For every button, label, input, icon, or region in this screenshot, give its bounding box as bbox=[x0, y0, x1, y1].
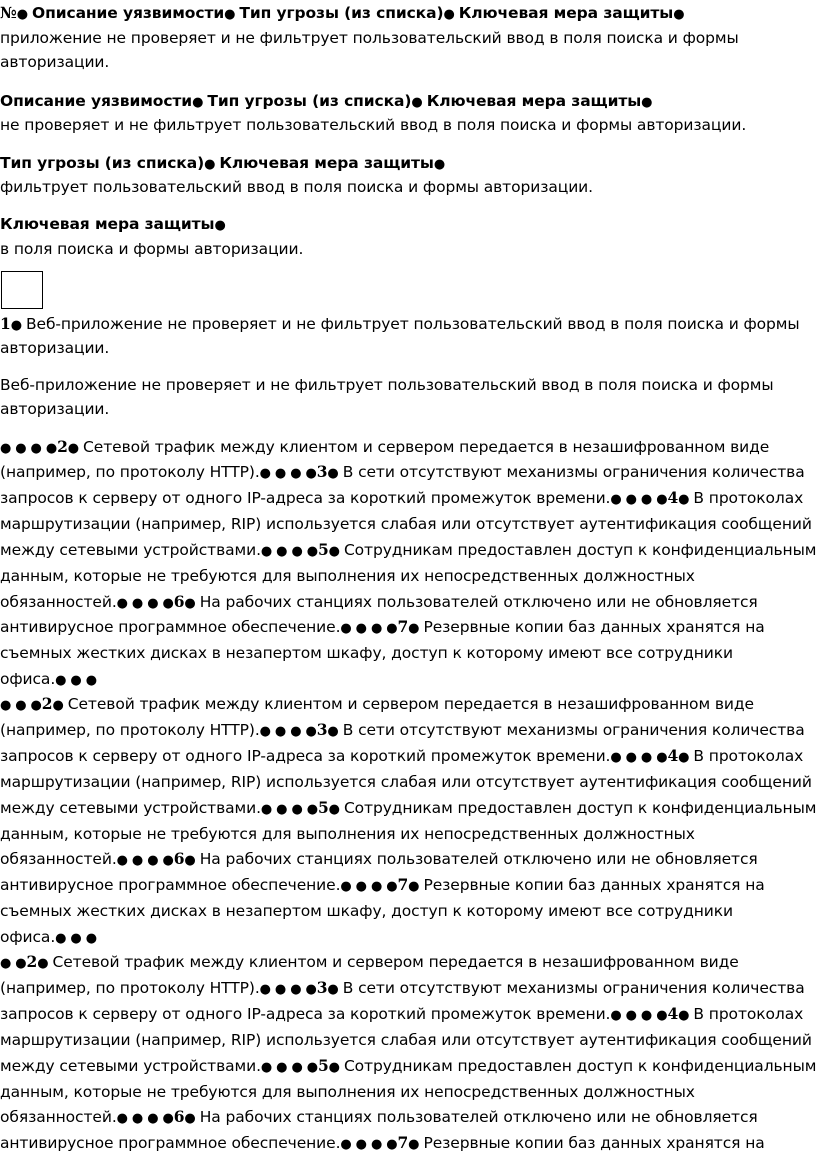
body-text: обязанностей. bbox=[0, 593, 117, 611]
body-text: между сетевыми устройствами. bbox=[0, 1057, 261, 1075]
body-text: авторизации. bbox=[0, 400, 110, 418]
bullet-dots: ● bbox=[204, 157, 220, 172]
text-line bbox=[0, 952, 739, 974]
bullet-dots: ● bbox=[328, 802, 344, 817]
body-text: На рабочих станциях пользователей отключено или не обновляется bbox=[199, 593, 758, 611]
body-text: Веб-приложение не проверяет и не фильтрует пользовательский ввод в поля поиска и формы bbox=[25, 315, 800, 333]
text-line bbox=[0, 798, 816, 820]
bullet-dots: ● ● bbox=[0, 956, 27, 971]
item-number: 2 bbox=[41, 694, 53, 713]
text-line bbox=[0, 669, 97, 691]
body-text: Резервные копии баз данных хранятся на bbox=[423, 1134, 765, 1152]
text-line bbox=[0, 849, 758, 871]
bullet-dots: ● bbox=[408, 621, 424, 636]
body-text: данным, которые не требуются для выполнения их непосредственных должностных bbox=[0, 1083, 695, 1101]
item-number: 5 bbox=[317, 540, 329, 559]
body-text: В сети отсутствуют механизмы ограничения количества bbox=[342, 979, 805, 997]
text-line bbox=[0, 566, 695, 586]
body-text: авторизации. bbox=[0, 53, 110, 71]
body-text: между сетевыми устройствами. bbox=[0, 799, 261, 817]
heading-text: Описание уязвимости bbox=[0, 92, 193, 110]
body-text: В сети отсутствуют механизмы ограничения количества bbox=[342, 721, 805, 739]
text-line bbox=[0, 1004, 803, 1026]
bullet-dots: ● bbox=[678, 492, 694, 507]
body-text: приложение не проверяет и не фильтрует пользовательский ввод в поля поиска и формы bbox=[0, 29, 739, 47]
text-line bbox=[0, 540, 816, 562]
body-text: съемных жестких дисках в незапертом шкафу, доступ к которому имеют все сотрудники bbox=[0, 902, 733, 920]
body-text: антивирусное программное обеспечение. bbox=[0, 876, 341, 894]
text-line bbox=[0, 1030, 812, 1050]
text-line bbox=[0, 314, 800, 336]
item-number: № bbox=[0, 3, 17, 22]
bullet-dots: ● bbox=[443, 7, 459, 22]
body-text: (например, по протоколу HTTP). bbox=[0, 721, 260, 739]
body-text: Резервные копии баз данных хранятся на bbox=[423, 618, 765, 636]
bullet-dots: ● ● ● ● bbox=[259, 724, 317, 739]
text-line bbox=[0, 115, 746, 135]
text-line bbox=[0, 1082, 695, 1102]
bullet-dots: ● ● ● bbox=[55, 673, 97, 688]
bullet-dots: ● bbox=[328, 1060, 344, 1075]
heading-text: Ключевая мера защиты bbox=[0, 215, 215, 233]
heading-text: Ключевая мера защиты bbox=[458, 4, 674, 22]
text-line bbox=[0, 239, 303, 259]
body-text: (например, по протоколу HTTP). bbox=[0, 463, 260, 481]
item-number: 4 bbox=[667, 488, 679, 507]
bullet-dots: ● ● ● ● bbox=[116, 596, 174, 611]
body-text: Веб-приложение не проверяет и не фильтрует пользовательский ввод в поля поиска и формы bbox=[0, 376, 774, 394]
bullet-dots: ● ● ● ● bbox=[610, 1008, 668, 1023]
text-line bbox=[0, 720, 805, 742]
text-line bbox=[0, 153, 445, 175]
item-number: 1 bbox=[0, 314, 11, 333]
bullet-dots: ● bbox=[678, 750, 694, 765]
item-number: 7 bbox=[397, 1133, 409, 1152]
text-line bbox=[0, 514, 812, 534]
body-text: маршрутизации (например, RIP) используется слабая или отсутствует аутентификация сообщений bbox=[0, 773, 812, 791]
item-number: 4 bbox=[667, 746, 679, 765]
heading-text: Тип угрозы (из списка) bbox=[239, 4, 444, 22]
item-number: 6 bbox=[173, 1107, 185, 1126]
bullet-dots: ● bbox=[184, 853, 200, 868]
item-number: 7 bbox=[397, 617, 409, 636]
text-line bbox=[0, 462, 805, 484]
item-number: 4 bbox=[667, 1004, 679, 1023]
text-line bbox=[0, 978, 805, 1000]
text-line bbox=[0, 437, 769, 459]
body-text: данным, которые не требуются для выполнения их непосредственных должностных bbox=[0, 825, 695, 843]
body-text: офиса. bbox=[0, 928, 56, 946]
body-text: В протоколах bbox=[693, 747, 804, 765]
text-line bbox=[0, 28, 739, 48]
bullet-dots: ● ● ● ● bbox=[260, 544, 318, 559]
heading-text: Ключевая мера защиты bbox=[426, 92, 642, 110]
bullet-dots: ● ● ● bbox=[0, 698, 42, 713]
text-line bbox=[0, 643, 733, 663]
item-number: 3 bbox=[316, 978, 328, 997]
text-line bbox=[0, 592, 758, 614]
bullet-dots: ● bbox=[433, 157, 446, 172]
bullet-dots: ● bbox=[16, 7, 33, 22]
bullet-dots: ● bbox=[184, 596, 200, 611]
bullet-dots: ● ● ● ● bbox=[610, 750, 668, 765]
text-line bbox=[0, 177, 593, 197]
bullet-dots: ● ● ● ● bbox=[340, 879, 398, 894]
bullet-dots: ● bbox=[214, 218, 226, 233]
text-line bbox=[0, 746, 803, 768]
bullet-dots: ● ● ● ● bbox=[260, 802, 318, 817]
body-text: авторизации. bbox=[0, 339, 110, 357]
bullet-dots: ● bbox=[408, 1137, 424, 1152]
body-text: Сотрудникам предоставлен доступ к конфиденциальным bbox=[343, 541, 816, 559]
item-number: 5 bbox=[317, 798, 329, 817]
text-line bbox=[0, 375, 774, 395]
bullet-dots: ● bbox=[184, 1111, 200, 1126]
bullet-dots: ● bbox=[678, 1008, 694, 1023]
text-line bbox=[0, 927, 97, 949]
text-line bbox=[0, 338, 109, 358]
bullet-dots: ● ● ● ● bbox=[116, 1111, 174, 1126]
text-line bbox=[0, 617, 765, 639]
bullet-dots: ● bbox=[224, 7, 240, 22]
bullet-dots: ● bbox=[641, 95, 653, 110]
text-line bbox=[0, 901, 733, 921]
text-line bbox=[0, 1056, 816, 1078]
body-text: запросов к серверу от одного IP-адреса за короткий промежуток времени. bbox=[0, 747, 611, 765]
bullet-dots: ● bbox=[192, 95, 208, 110]
bullet-dots: ● ● ● ● bbox=[260, 1060, 318, 1075]
item-number: 5 bbox=[317, 1056, 329, 1075]
bullet-dots: ● bbox=[328, 544, 344, 559]
heading-text: Ключевая мера защиты bbox=[219, 154, 434, 172]
body-text: маршрутизации (например, RIP) используется слабая или отсутствует аутентификация сообщений bbox=[0, 1031, 812, 1049]
bullet-dots: ● bbox=[327, 982, 343, 997]
bullet-dots: ● ● ● bbox=[55, 931, 97, 946]
bullet-dots: ● bbox=[327, 724, 343, 739]
body-text: На рабочих станциях пользователей отключено или не обновляется bbox=[199, 1108, 758, 1126]
body-text: антивирусное программное обеспечение. bbox=[0, 618, 341, 636]
body-text: В протоколах bbox=[693, 489, 804, 507]
bullet-dots: ● ● ● ● bbox=[259, 982, 317, 997]
bullet-dots: ● bbox=[10, 318, 26, 333]
bullet-dots: ● ● ● ● bbox=[0, 441, 58, 456]
bullet-dots: ● bbox=[67, 441, 84, 456]
body-text: антивирусное программное обеспечение. bbox=[0, 1134, 341, 1152]
body-text: На рабочих станциях пользователей отключено или не обновляется bbox=[199, 850, 758, 868]
body-text: обязанностей. bbox=[0, 1108, 117, 1126]
item-number: 6 bbox=[173, 592, 185, 611]
bullet-dots: ● bbox=[52, 698, 68, 713]
bullet-dots: ● bbox=[408, 879, 424, 894]
body-text: В протоколах bbox=[693, 1005, 804, 1023]
body-text: (например, по протоколу HTTP). bbox=[0, 979, 260, 997]
body-text: Сетевой трафик между клиентом и сервером передается в незашифрованном виде bbox=[67, 695, 754, 713]
body-text: Резервные копии баз данных хранятся на bbox=[423, 876, 765, 894]
text-line bbox=[0, 214, 226, 236]
body-text: В сети отсутствуют механизмы ограничения количества bbox=[342, 463, 805, 481]
body-text: запросов к серверу от одного IP-адреса за короткий промежуток времени. bbox=[0, 489, 611, 507]
bullet-dots: ● bbox=[37, 956, 53, 971]
heading-text: Тип угрозы (из списка) bbox=[0, 154, 205, 172]
text-line bbox=[0, 488, 803, 510]
body-text: маршрутизации (например, RIP) используется слабая или отсутствует аутентификация сообщений bbox=[0, 515, 812, 533]
bullet-dots: ● ● ● ● bbox=[340, 621, 398, 636]
heading-text: Описание уязвимости bbox=[32, 4, 225, 22]
body-text: обязанностей. bbox=[0, 850, 117, 868]
text-line bbox=[0, 1107, 758, 1129]
body-text: не проверяет и не фильтрует пользовательский ввод в поля поиска и формы авторизации. bbox=[0, 116, 747, 134]
text-line bbox=[0, 694, 754, 716]
text-line bbox=[0, 875, 765, 897]
bullet-dots: ● bbox=[673, 7, 685, 22]
bullet-dots: ● ● ● ● bbox=[340, 1137, 398, 1152]
text-line bbox=[0, 399, 109, 419]
item-number: 2 bbox=[57, 437, 68, 456]
bullet-dots: ● bbox=[411, 95, 427, 110]
text-line bbox=[0, 91, 652, 113]
empty-table-cell bbox=[1, 271, 43, 309]
body-text: Сетевой трафик между клиентом и сервером передается в незашифрованном виде bbox=[83, 438, 770, 456]
body-text: в поля поиска и формы авторизации. bbox=[0, 240, 304, 258]
bullet-dots: ● bbox=[327, 466, 343, 481]
body-text: фильтрует пользовательский ввод в поля поиска и формы авторизации. bbox=[0, 178, 593, 196]
item-number: 7 bbox=[397, 875, 409, 894]
bullet-dots: ● ● ● ● bbox=[116, 853, 174, 868]
body-text: Сотрудникам предоставлен доступ к конфиденциальным bbox=[343, 1057, 816, 1075]
item-number: 3 bbox=[316, 720, 328, 739]
text-line bbox=[0, 3, 684, 25]
text-line bbox=[0, 1133, 765, 1155]
body-text: съемных жестких дисках в незапертом шкафу, доступ к которому имеют все сотрудники bbox=[0, 644, 733, 662]
text-line bbox=[0, 772, 812, 792]
item-number: 2 bbox=[26, 952, 38, 971]
body-text: офиса. bbox=[0, 670, 56, 688]
item-number: 6 bbox=[173, 849, 185, 868]
body-text: между сетевыми устройствами. bbox=[0, 541, 261, 559]
text-line bbox=[0, 824, 695, 844]
item-number: 3 bbox=[316, 462, 328, 481]
body-text: данным, которые не требуются для выполнения их непосредственных должностных bbox=[0, 567, 695, 585]
text-line bbox=[0, 52, 109, 72]
bullet-dots: ● ● ● ● bbox=[610, 492, 668, 507]
body-text: запросов к серверу от одного IP-адреса за короткий промежуток времени. bbox=[0, 1005, 611, 1023]
bullet-dots: ● ● ● ● bbox=[259, 466, 317, 481]
body-text: Сетевой трафик между клиентом и сервером передается в незашифрованном виде bbox=[52, 953, 739, 971]
body-text: Сотрудникам предоставлен доступ к конфиденциальным bbox=[343, 799, 816, 817]
heading-text: Тип угрозы (из списка) bbox=[207, 92, 412, 110]
